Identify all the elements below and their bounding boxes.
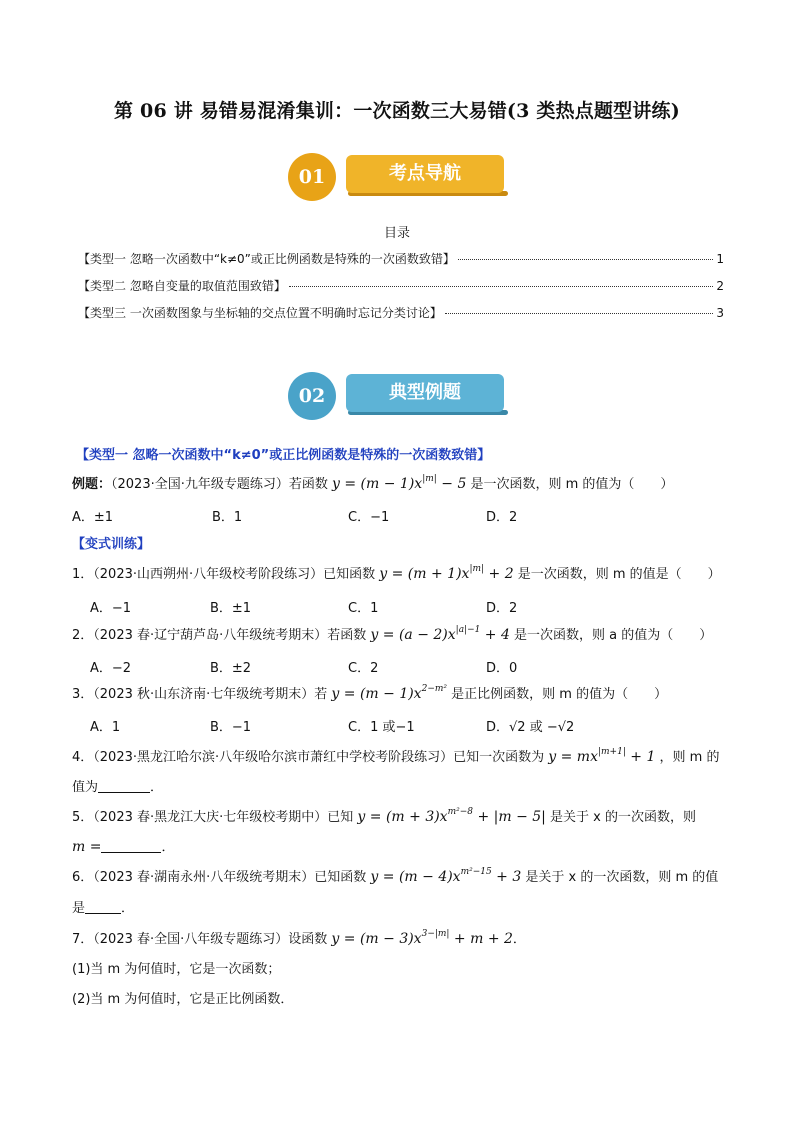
option-b[interactable]: B．−1 — [210, 720, 252, 735]
option-c[interactable]: C．1 或−1 — [348, 720, 415, 735]
option-a[interactable]: A．−1 — [90, 601, 132, 616]
option-a[interactable]: A．1 — [90, 720, 121, 735]
question-7: 7．（2023 春·全国·八年级专题练习）设函数 $y = (m - 3)x^{3-|m|} + m + 2$． — [72, 929, 526, 947]
banner-label: 典型例题 — [346, 374, 504, 412]
section-banner-01 — [288, 153, 518, 205]
example-label: 例题： — [72, 477, 112, 492]
banner-number-badge: 02 — [288, 372, 336, 420]
formula: $y = (m - 4)x^{m^2-15} + 3$ — [370, 867, 522, 885]
option-c[interactable]: C．2 — [348, 661, 379, 676]
question-source: （2023·全国·九年级专题练习）若函数 — [111, 477, 328, 492]
option-b[interactable]: B．±1 — [210, 601, 252, 616]
question-7-sub1: (1)当 m 为何值时，它是一次函数； — [72, 962, 281, 977]
section-banner-02 — [288, 372, 518, 424]
option-a[interactable]: A．±1 — [72, 510, 114, 525]
page-title: 第 06 讲 易错易混淆集训：一次函数三大易错(3 类热点题型讲练) — [114, 100, 680, 122]
question-1: 1．（2023·山西朔州·八年级校考阶段练习）已知函数 $y = (m + 1)x^{|m|} + 2$ 是一次函数，则 m 的值是（ ） — [72, 564, 721, 582]
option-b[interactable]: B．±2 — [210, 661, 252, 676]
formula: $y = (m + 3)x^{m^2-8} + |m - 5|$ — [357, 807, 546, 825]
toc-leader-dots — [445, 313, 714, 314]
answer-blank[interactable] — [98, 780, 150, 793]
question-5-line2: m = ． — [72, 839, 175, 855]
formula: $y = (m - 1)x^{2-m^2}$ — [331, 684, 448, 702]
question-5: 5．（2023 春·黑龙江大庆·七年级校考期中）已知 $y = (m + 3)x^{m^2-8} + |m - 5|$ 是关于 x 的一次函数，则 — [72, 807, 697, 825]
toc-item-page: 3 — [716, 306, 724, 320]
toc-item-page: 2 — [716, 279, 724, 293]
banner-number-badge: 01 — [288, 153, 336, 201]
formula: $y = mx^{|m+1|} + 1$ — [548, 747, 656, 765]
toc-item-1[interactable] — [78, 250, 724, 267]
answer-blank[interactable] — [101, 840, 161, 853]
variant-heading: 【变式训练】 — [72, 537, 151, 552]
question-2: 2．（2023 春·辽宁葫芦岛·八年级统考期末）若函数 $y = (a - 2)x^{|a|-1} + 4$ 是一次函数，则 a 的值为（ ） — [72, 625, 713, 643]
option-d[interactable]: D．√2 或 −√2 — [486, 720, 575, 735]
toc-leader-dots — [458, 259, 713, 260]
option-c[interactable]: C．1 — [348, 601, 379, 616]
banner-label: 考点导航 — [346, 155, 504, 193]
question-7-sub2: (2)当 m 为何值时，它是正比例函数． — [72, 992, 294, 1007]
option-c[interactable]: C．−1 — [348, 510, 390, 525]
formula: $y = (m + 1)x^{|m|} + 2$ — [379, 564, 514, 582]
question-4: 4．（2023·黑龙江哈尔滨·八年级哈尔滨市萧红中学校考阶段练习）已知一次函数为 $y = mx^{|m+1|} + 1$ ，则 m 的 — [72, 747, 720, 765]
formula: $y = (m - 1)x^{|m|} - 5$ — [332, 474, 467, 492]
option-d[interactable]: D．0 — [486, 661, 518, 676]
answer-blank[interactable] — [85, 901, 121, 914]
question-tail: 是一次函数，则 m 的值为（ ） — [470, 477, 674, 492]
option-b[interactable]: B．1 — [212, 510, 243, 525]
toc-item-text: 【类型一 忽略一次函数中“k≠0”或正比例函数是特殊的一次函数致错】 — [78, 252, 455, 266]
toc-leader-dots — [289, 286, 714, 287]
toc-item-page: 1 — [716, 252, 724, 266]
question-3: 3．（2023 秋·山东济南·七年级统考期末）若 $y = (m - 1)x^{2-m^2}$ 是正比例函数，则 m 的值为（ ） — [72, 684, 668, 702]
option-d[interactable]: D．2 — [486, 601, 518, 616]
option-a[interactable]: A．−2 — [90, 661, 132, 676]
toc-item-3[interactable] — [78, 304, 724, 321]
question-6-line2: 是 ． — [72, 901, 135, 916]
toc-item-text: 【类型二 忽略自变量的取值范围致错】 — [78, 279, 286, 293]
toc-item-text: 【类型三 一次函数图象与坐标轴的交点位置不明确时忘记分类讨论】 — [78, 306, 442, 320]
question-6: 6．（2023 春·湖南永州·八年级统考期末）已知函数 $y = (m - 4)x^{m^2-15} + 3$ 是关于 x 的一次函数，则 m 的值 — [72, 867, 719, 885]
formula: $y = (m - 3)x^{3-|m|} + m + 2$ — [331, 929, 513, 947]
example-question — [72, 473, 673, 492]
question-4-line2: 值为 ． — [72, 780, 164, 795]
toc-title: 目录 — [383, 226, 410, 241]
option-d[interactable]: D．2 — [486, 510, 518, 525]
type1-heading: 【类型一 忽略一次函数中“k≠0”或正比例函数是特殊的一次函数致错】 — [76, 448, 491, 463]
toc-item-2[interactable] — [78, 277, 724, 294]
formula: $y = (a - 2)x^{|a|-1} + 4$ — [370, 625, 510, 643]
